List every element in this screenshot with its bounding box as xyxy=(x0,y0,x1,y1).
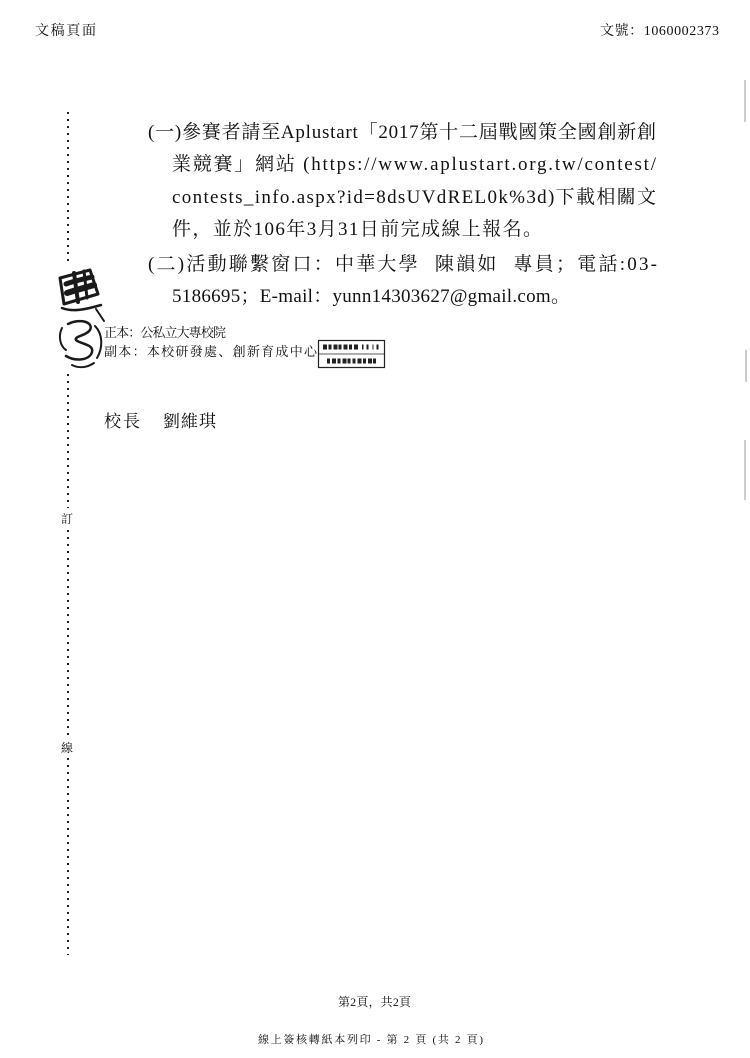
original-recipients: 正本：公私立大專校院 xyxy=(104,325,226,340)
received-stamp xyxy=(317,339,387,370)
notice-item-1-line-1: (一)參賽者請至Aplustart「2017第十二屆戰國策全國創新創 xyxy=(148,122,657,143)
notice-item-1-line-2: 業競賽」網站 (https://www.aplustart.org.tw/contest/ xyxy=(172,154,658,175)
copy-recipients: 副本：本校研發處、創新育成中心 xyxy=(104,344,319,359)
print-note: 線上簽核轉紙本列印 - 第 2 頁 (共 2 頁) xyxy=(258,1034,485,1046)
page-count: 第2頁，共2頁 xyxy=(338,995,412,1009)
binding-mark-ding: 訂 xyxy=(61,512,74,526)
notice-item-1-line-4: 件，並於106年3月31日前完成線上報名。 xyxy=(172,219,544,240)
scan-edge-marks xyxy=(742,60,748,560)
notice-item-2-line-2: 5186695；E-mail：yunn14303627@gmail.com。 xyxy=(172,286,571,307)
binding-mark-xian: 線 xyxy=(61,741,74,755)
signer-title: 校長 xyxy=(104,412,142,431)
document-number: 文號：1060002373 xyxy=(600,24,720,39)
page-type-label: 文稿頁面 xyxy=(35,24,98,39)
binding-line xyxy=(60,100,76,970)
notice-item-1-line-3: contests_info.aspx?id=8dsUVdREL0k%3d)下載相關文 xyxy=(172,187,658,208)
signer-name: 劉維琪 xyxy=(163,412,217,431)
notice-item-2-line-1: (二)活動聯繫窗口：中華大學 陳韻如 專員；電話:03- xyxy=(148,254,660,275)
